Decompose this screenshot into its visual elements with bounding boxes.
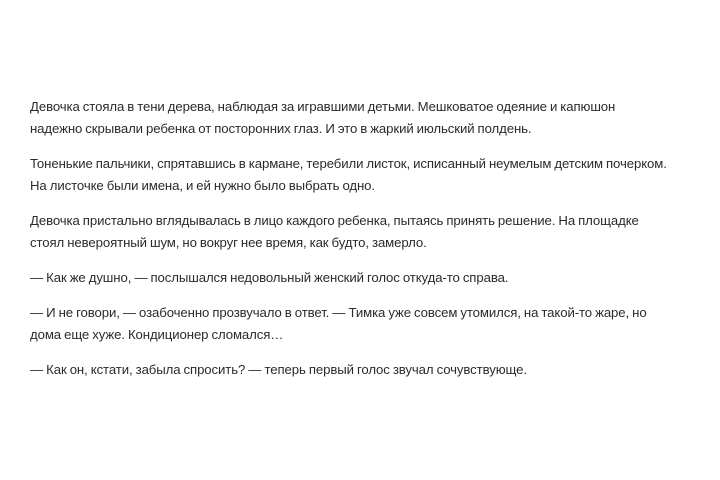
paragraph: — Как он, кстати, забыла спросить? — теперь первый голос звучал сочувствующе. (30, 362, 527, 377)
paragraph: Девочка стояла в тени дерева, наблюдая за игравшими детьми. Мешковатое одеяние и капюшон надежно скрывали ребенка от посторонних глаз. И это в жаркий июльский полдень. (30, 99, 616, 136)
paragraph: Девочка пристально вглядывалась в лицо каждого ребенка, пытаясь принять решение. На площадке стоял невероятный шум, но вокруг нее время, как будто, замерло. (30, 213, 639, 250)
paragraph: — И не говори, — озабоченно прозвучало в ответ. — Тимка уже совсем утомился, на такой-то жаре, но дома еще хуже. Кондиционер сломался… (30, 305, 647, 342)
paragraph: Тоненькие пальчики, спрятавшись в кармане, теребили листок, исписанный неумелым детским почерком. На листочке были имена, и ей нужно было выбрать одно. (30, 156, 667, 193)
document-page (30, 96, 670, 394)
paragraph: — Как же душно, — послышался недовольный женский голос откуда-то справа. (30, 270, 509, 285)
